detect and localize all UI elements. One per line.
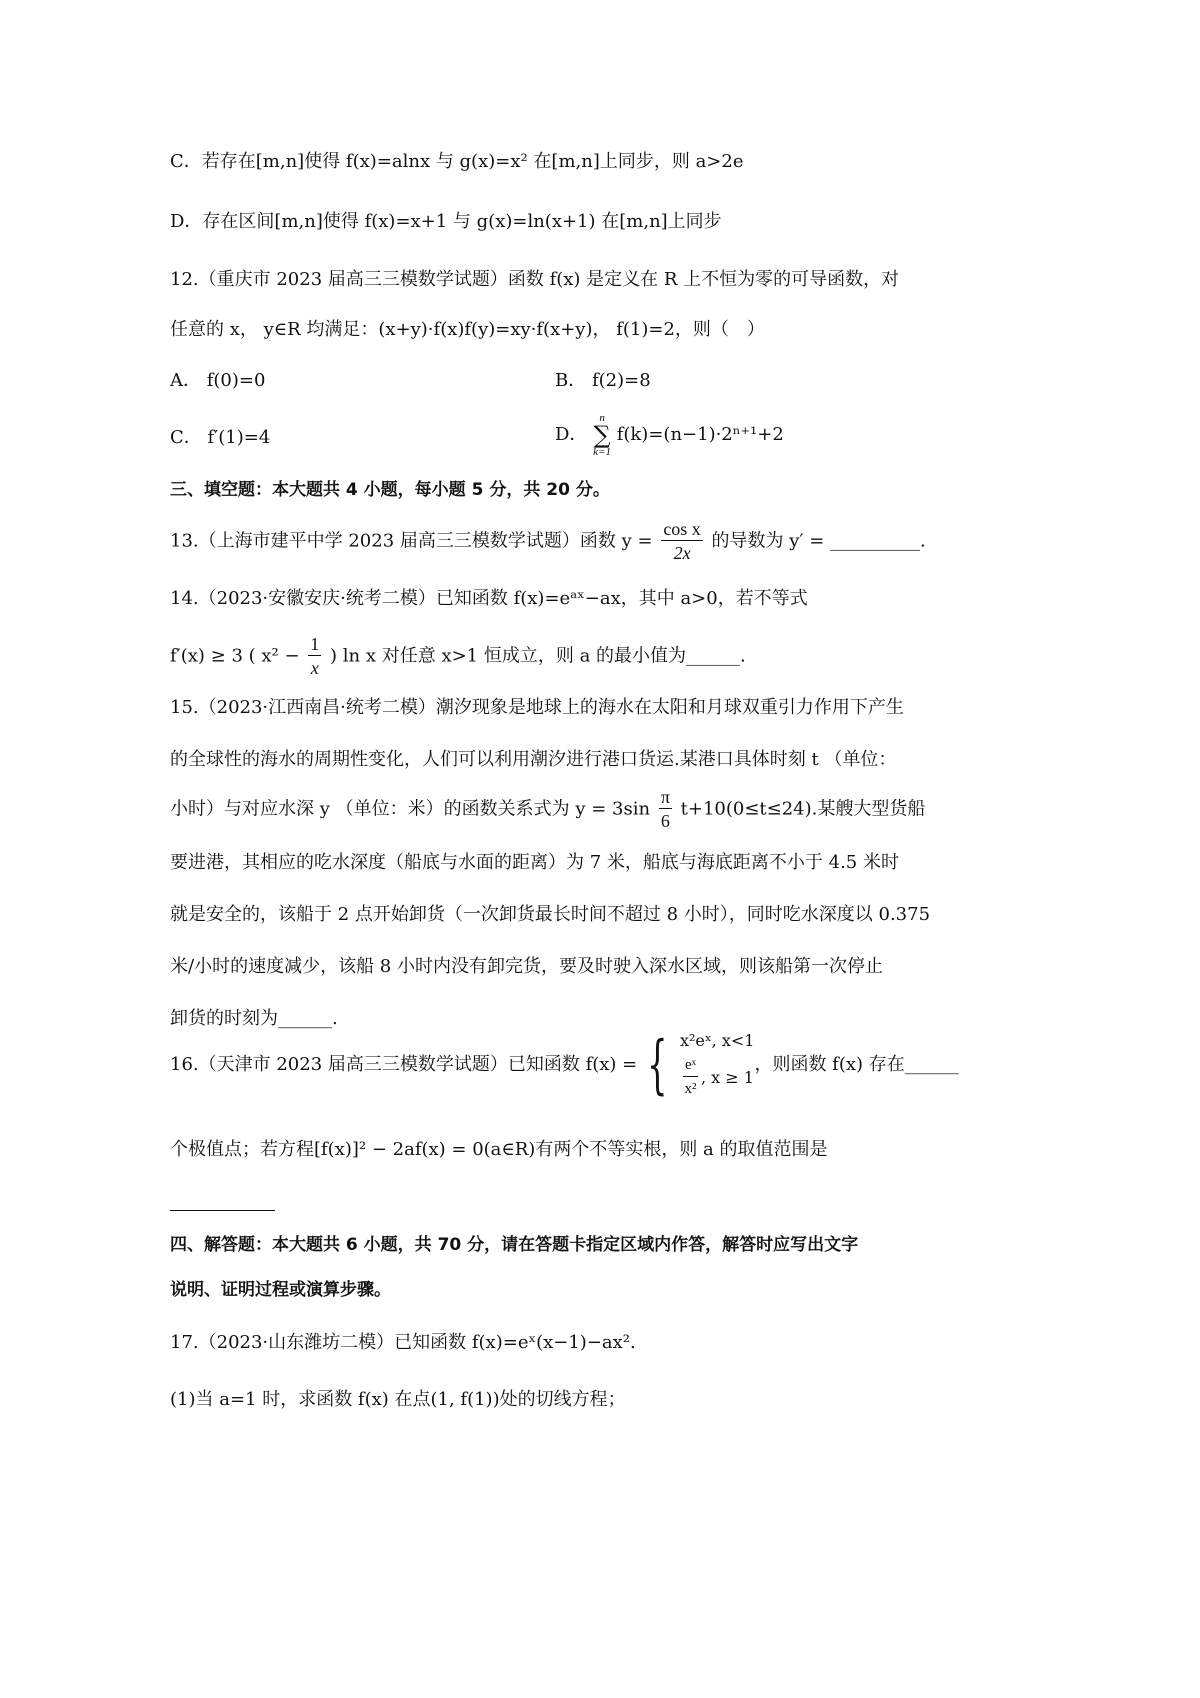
piecewise-cases bbox=[680, 1028, 754, 1101]
q12-option-a: A． f(0)=0 bbox=[170, 370, 266, 391]
answer-blank-line bbox=[170, 1210, 275, 1211]
q13 bbox=[170, 518, 926, 565]
sum-upper: n bbox=[599, 412, 605, 424]
numerator: 1 bbox=[310, 634, 320, 654]
q14-line2 bbox=[170, 633, 746, 680]
sum-lower: k=1 bbox=[593, 446, 611, 458]
q17-stem: 17.（2023·山东潍坊二模）已知函数 f(x)=eˣ(x−1)−ax². bbox=[170, 1332, 636, 1353]
q15-line: 卸货的时刻为______. bbox=[170, 1008, 338, 1029]
option-label: D． bbox=[555, 424, 588, 445]
q15-line: 米/小时的速度减少，该船 8 小时内没有卸完货，要及时驶入深水区域，则该船第一次停止 bbox=[170, 956, 883, 977]
q16-line1 bbox=[170, 1022, 959, 1107]
q15-line: 的全球性的海水的周期性变化，人们可以利用潮汐进行港口货运.某港口具体时刻 t （单位： bbox=[170, 749, 897, 770]
numerator: cos x bbox=[663, 519, 701, 539]
q16-line2: 个极值点；若方程[f(x)]² − 2af(x) = 0(a∈R)有两个不等实根，则 a 的取值范围是 bbox=[170, 1139, 828, 1160]
denominator: 2x bbox=[673, 543, 691, 563]
q13-prefix: 13.（上海市建平中学 2023 届高三三模数学试题）函数 y = bbox=[170, 530, 653, 552]
case-2 bbox=[680, 1054, 754, 1101]
q15-line bbox=[170, 786, 925, 833]
q12-option-d bbox=[555, 412, 784, 458]
q14-line2-post: ) ln x 对任意 x>1 恒成立，则 a 的最小值为______. bbox=[330, 645, 746, 667]
numerator: eˣ bbox=[683, 1054, 698, 1077]
q15-line: 要进港，其相应的吃水深度（船底与水面的距离）为 7 米，船底与海底距离不小于 4.5 米时 bbox=[170, 852, 899, 873]
summation: n ∑ k=1 bbox=[593, 412, 611, 458]
q14-line1: 14.（2023·安徽安庆·统考二模）已知函数 f(x)=eᵃˣ−ax，其中 a>0，若不等式 bbox=[170, 588, 808, 609]
denominator: x bbox=[310, 658, 319, 678]
section-3-heading: 三、填空题：本大题共 4 小题，每小题 5 分，共 20 分。 bbox=[170, 480, 610, 500]
case-1: x²eˣ, x<1 bbox=[679, 1031, 755, 1050]
denominator: 6 bbox=[660, 811, 670, 831]
numerator: π bbox=[660, 787, 670, 807]
q16-suffix: ，则函数 f(x) 存在______ bbox=[754, 1053, 959, 1075]
q12-stem-line1: 12.（重庆市 2023 届高三三模数学试题）函数 f(x) 是定义在 R 上不恒为零的可导函数，对 bbox=[170, 269, 900, 290]
q12-option-c: C． f′(1)=4 bbox=[170, 427, 271, 448]
q15-line: 15.（2023·江西南昌·统考二模）潮汐现象是地球上的海水在太阳和月球双重引力作用下产生 bbox=[170, 697, 904, 718]
q15-line3-pre: 小时）与对应水深 y （单位：米）的函数关系式为 y = 3sin bbox=[170, 798, 651, 820]
q16-prefix: 16.（天津市 2023 届高三三模数学试题）已知函数 f(x) = bbox=[170, 1053, 638, 1075]
q11-option-c: C．若存在[m,n]使得 f(x)=alnx 与 g(x)=x² 在[m,n]上同步，则 a>2e bbox=[170, 151, 744, 172]
section-4-heading-line1: 四、解答题：本大题共 6 小题，共 70 分，请在答题卡指定区域内作答，解答时应写出文字 bbox=[170, 1235, 859, 1255]
q12-option-b: B． f(2)=8 bbox=[555, 370, 651, 391]
sum-expression: f(k)=(n−1)·2ⁿ⁺¹+2 bbox=[616, 424, 784, 445]
piecewise-brace: { bbox=[647, 1027, 668, 1102]
fraction bbox=[308, 633, 321, 680]
q17-part1: (1)当 a=1 时，求函数 f(x) 在点(1, f(1))处的切线方程； bbox=[170, 1389, 626, 1410]
q14-line2-pre: f′(x) ≥ 3 ( x² − bbox=[170, 645, 300, 667]
fraction bbox=[659, 786, 672, 833]
case-2-condition: , x ≥ 1 bbox=[700, 1067, 754, 1087]
section-4-heading-line2: 说明、证明过程或演算步骤。 bbox=[170, 1280, 391, 1300]
q13-suffix: 的导数为 y′ = __________. bbox=[711, 530, 926, 552]
denominator: x² bbox=[684, 1081, 697, 1097]
q15-line3-post: t+10(0≤t≤24).某艘大型货船 bbox=[680, 798, 926, 820]
q15-line: 就是安全的，该船于 2 点开始卸货（一次卸货最长时间不超过 8 小时），同时吃水深度以 0.375 bbox=[170, 904, 931, 925]
fraction bbox=[661, 518, 703, 565]
q12-stem-line2: 任意的 x， y∈R 均满足：(x+y)·f(x)f(y)=xy·f(x+y)， f(1)=2，则（ ） bbox=[170, 319, 765, 340]
q11-option-d: D．存在区间[m,n]使得 f(x)=x+1 与 g(x)=ln(x+1) 在[m,n]上同步 bbox=[170, 211, 722, 232]
